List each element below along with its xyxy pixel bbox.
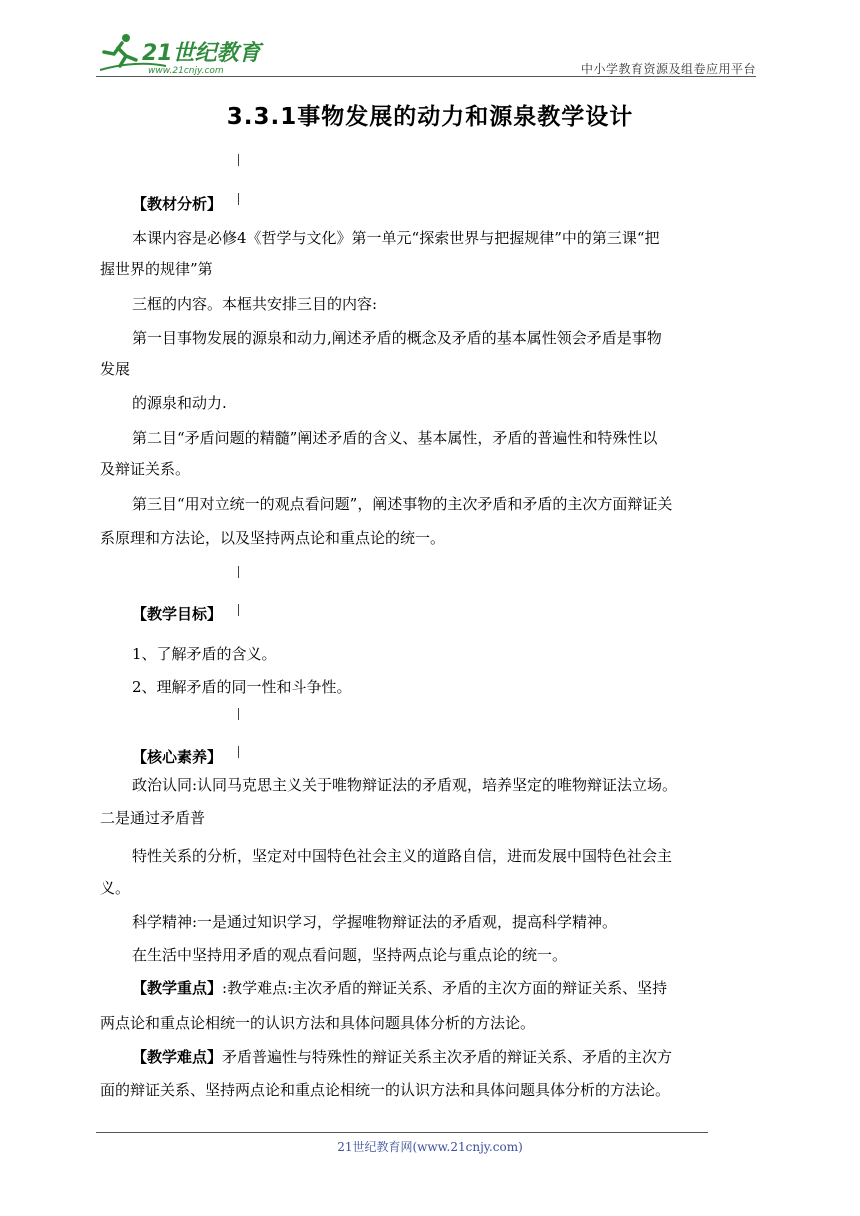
paragraph-mark <box>238 708 239 720</box>
site-logo[interactable] <box>96 30 276 76</box>
svg-text:www.21cnjy.com: www.21cnjy.com <box>148 66 224 76</box>
key-points-line2: 两点论和重点论相统一的认识方法和具体问题具体分析的方法论。 <box>100 1014 536 1032</box>
material-p5-line1: 第二目“矛盾问题的精髓”阐述矛盾的含义、基本属性，矛盾的普遍性和特殊性以 <box>132 429 658 447</box>
paragraph-mark <box>238 604 239 616</box>
difficult-points-line1 <box>132 1046 672 1068</box>
key-points-line1 <box>132 977 667 999</box>
material-p3-line2: 发展 <box>100 360 131 378</box>
difficult-points-text: 矛盾普遍性与特殊性的辩证关系主次矛盾的辩证关系、矛盾的主次方 <box>222 1048 673 1066</box>
heading-teaching-goals: 【教学目标】 <box>132 605 223 623</box>
goal-item-2: 2、理解矛盾的同一性和斗争性。 <box>132 678 352 696</box>
key-points-text: :教学难点:主次矛盾的辩证关系、矛盾的主次方面的辩证关系、坚持 <box>222 979 668 997</box>
paragraph-mark <box>238 746 239 758</box>
paragraph-mark <box>238 154 239 166</box>
literacy-p2-line1: 特性关系的分析，坚定对中国特色社会主义的道路自信，进而发展中国特色社会主 <box>132 847 673 865</box>
material-p3-line1: 第一目事物发展的源泉和动力,阐述矛盾的概念及矛盾的基本属性领会矛盾是事物 <box>132 329 662 347</box>
page-title: 3.3.1事物发展的动力和源泉教学设计 <box>226 104 634 130</box>
literacy-p4: 在生活中坚持用矛盾的观点看问题，坚持两点论与重点论的统一。 <box>132 946 568 964</box>
literacy-p1-line2: 二是通过矛盾普 <box>100 809 206 827</box>
literacy-p2-line2: 义。 <box>100 879 131 897</box>
header-slogan: 中小学教育资源及组卷应用平台 <box>580 62 756 76</box>
material-p6-line2: 系原理和方法论，以及坚持两点论和重点论的统一。 <box>100 529 446 547</box>
material-p2: 三框的内容。本框共安排三目的内容: <box>132 295 378 313</box>
page-header <box>96 30 756 80</box>
heading-material-analysis: 【教材分析】 <box>132 195 223 213</box>
header-divider <box>96 76 756 77</box>
material-p4: 的源泉和动力. <box>132 394 227 412</box>
logo-runner-icon <box>96 30 276 76</box>
material-p1-line1: 本课内容是必修4《哲学与文化》第一单元“探索世界与把握规律”中的第三课“把 <box>132 229 660 247</box>
difficult-points-line2: 面的辩证关系、坚持两点论和重点论相统一的认识方法和具体问题具体分析的方法论。 <box>100 1081 671 1099</box>
literacy-p1-line1: 政治认同:认同马克思主义关于唯物辩证法的矛盾观，培养坚定的唯物辩证法立场。 <box>132 776 678 794</box>
material-p6-line1: 第三目“用对立统一的观点看问题”，阐述事物的主次矛盾和矛盾的主次方面辩证关 <box>132 495 673 513</box>
material-p5-line2: 及辩证关系。 <box>100 460 191 478</box>
literacy-p3: 科学精神:一是通过知识学习，学握唯物辩证法的矛盾观，提高科学精神。 <box>132 913 618 931</box>
footer-link[interactable]: 21世纪教育网(www.21cnjy.com) <box>337 1140 523 1154</box>
footer-divider <box>96 1132 708 1133</box>
difficult-points-label: 【教学难点】 <box>132 1048 223 1066</box>
paragraph-mark <box>238 193 239 205</box>
goal-item-1: 1、了解矛盾的含义。 <box>132 645 277 663</box>
paragraph-mark <box>238 566 239 578</box>
key-points-label: 【教学重点】 <box>132 979 223 997</box>
material-p1-line2: 握世界的规律”第 <box>100 260 213 278</box>
heading-core-literacy: 【核心素养】 <box>132 748 223 766</box>
svg-text:21世纪教育: 21世纪教育 <box>142 41 261 66</box>
